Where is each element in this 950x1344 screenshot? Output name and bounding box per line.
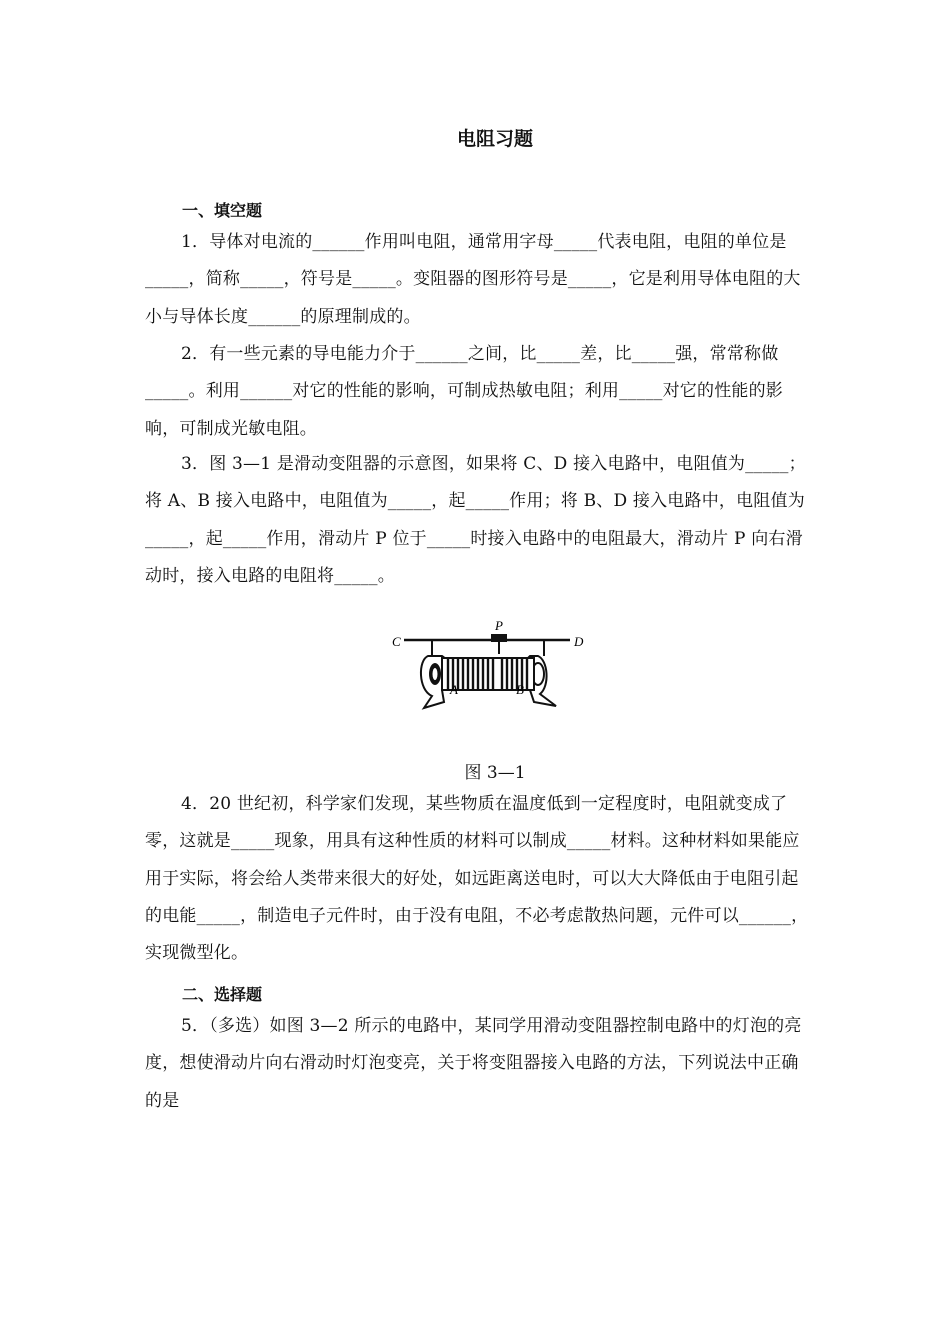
question-5 (145, 1008, 815, 1120)
terminal-label-d: D (574, 634, 584, 649)
question-4-text: 4．20 世纪初，科学家们发现，某些物质在温度低到一定程度时，电阻就变成了零，这就是_____现象，用具有这种性质的材料可以制成_____材料。这种材料如果能应用于实际，将会给人类带来很大的好处，如远距离送电时，可以大大降低由于电阻引起的电能_____，制造电子元件时，由于没有电阻，不必考虑散热问题，元件可以______，实现微型化。 (145, 794, 809, 964)
slider-contact (491, 634, 507, 642)
question-5-text: 5．（多选）如图 3—2 所示的电路中，某同学用滑动变阻器控制电路中的灯泡的亮度，想使滑动片向右滑动时灯泡变亮，关于将变阻器接入电路的方法，下列说法中正确的是 (145, 1016, 802, 1111)
question-3 (145, 446, 815, 595)
question-2 (145, 336, 815, 448)
section-heading-fill-in: 一、填空题 (182, 201, 263, 220)
slide-rheostat-figure (388, 616, 588, 712)
terminal-label-p: P (495, 618, 503, 633)
terminal-label-a: A (450, 682, 458, 697)
page-title: 电阻习题 (456, 128, 533, 150)
question-2-text: 2．有一些元素的导电能力介于______之间，比_____差，比_____强，常常称做_____。利用______对它的性能的影响，可制成热敏电阻；利用_____对它的性能的影响，可制成光敏电阻。 (145, 344, 783, 439)
question-3-text: 3．图 3—1 是滑动变阻器的示意图，如果将 C、D 接入电路中，电阻值为_____；将 A、B 接入电路中，电阻值为_____，起_____作用；将 B、D 接入电路中，电阻值为_____，起_____作用，滑动片 P 位于_____时接入电路中的电阻最大，滑动片 P 向右滑动时，接入电路的电阻将_____。 (145, 454, 806, 586)
figure-caption: 图 3—1 (464, 763, 526, 783)
question-4 (145, 786, 815, 972)
question-1-text: 1．导体对电流的______作用叫电阻，通常用字母_____代表电阻，电阻的单位是_____，简称_____，符号是_____。变阻器的图形符号是_____，它是利用导体电阻的大小与导体长度______的原理制成的。 (145, 232, 801, 327)
section-heading-multiple-choice: 二、选择题 (182, 985, 263, 1004)
terminal-label-c: C (392, 634, 401, 649)
terminal-label-b: B (516, 682, 524, 697)
question-1 (145, 224, 815, 336)
